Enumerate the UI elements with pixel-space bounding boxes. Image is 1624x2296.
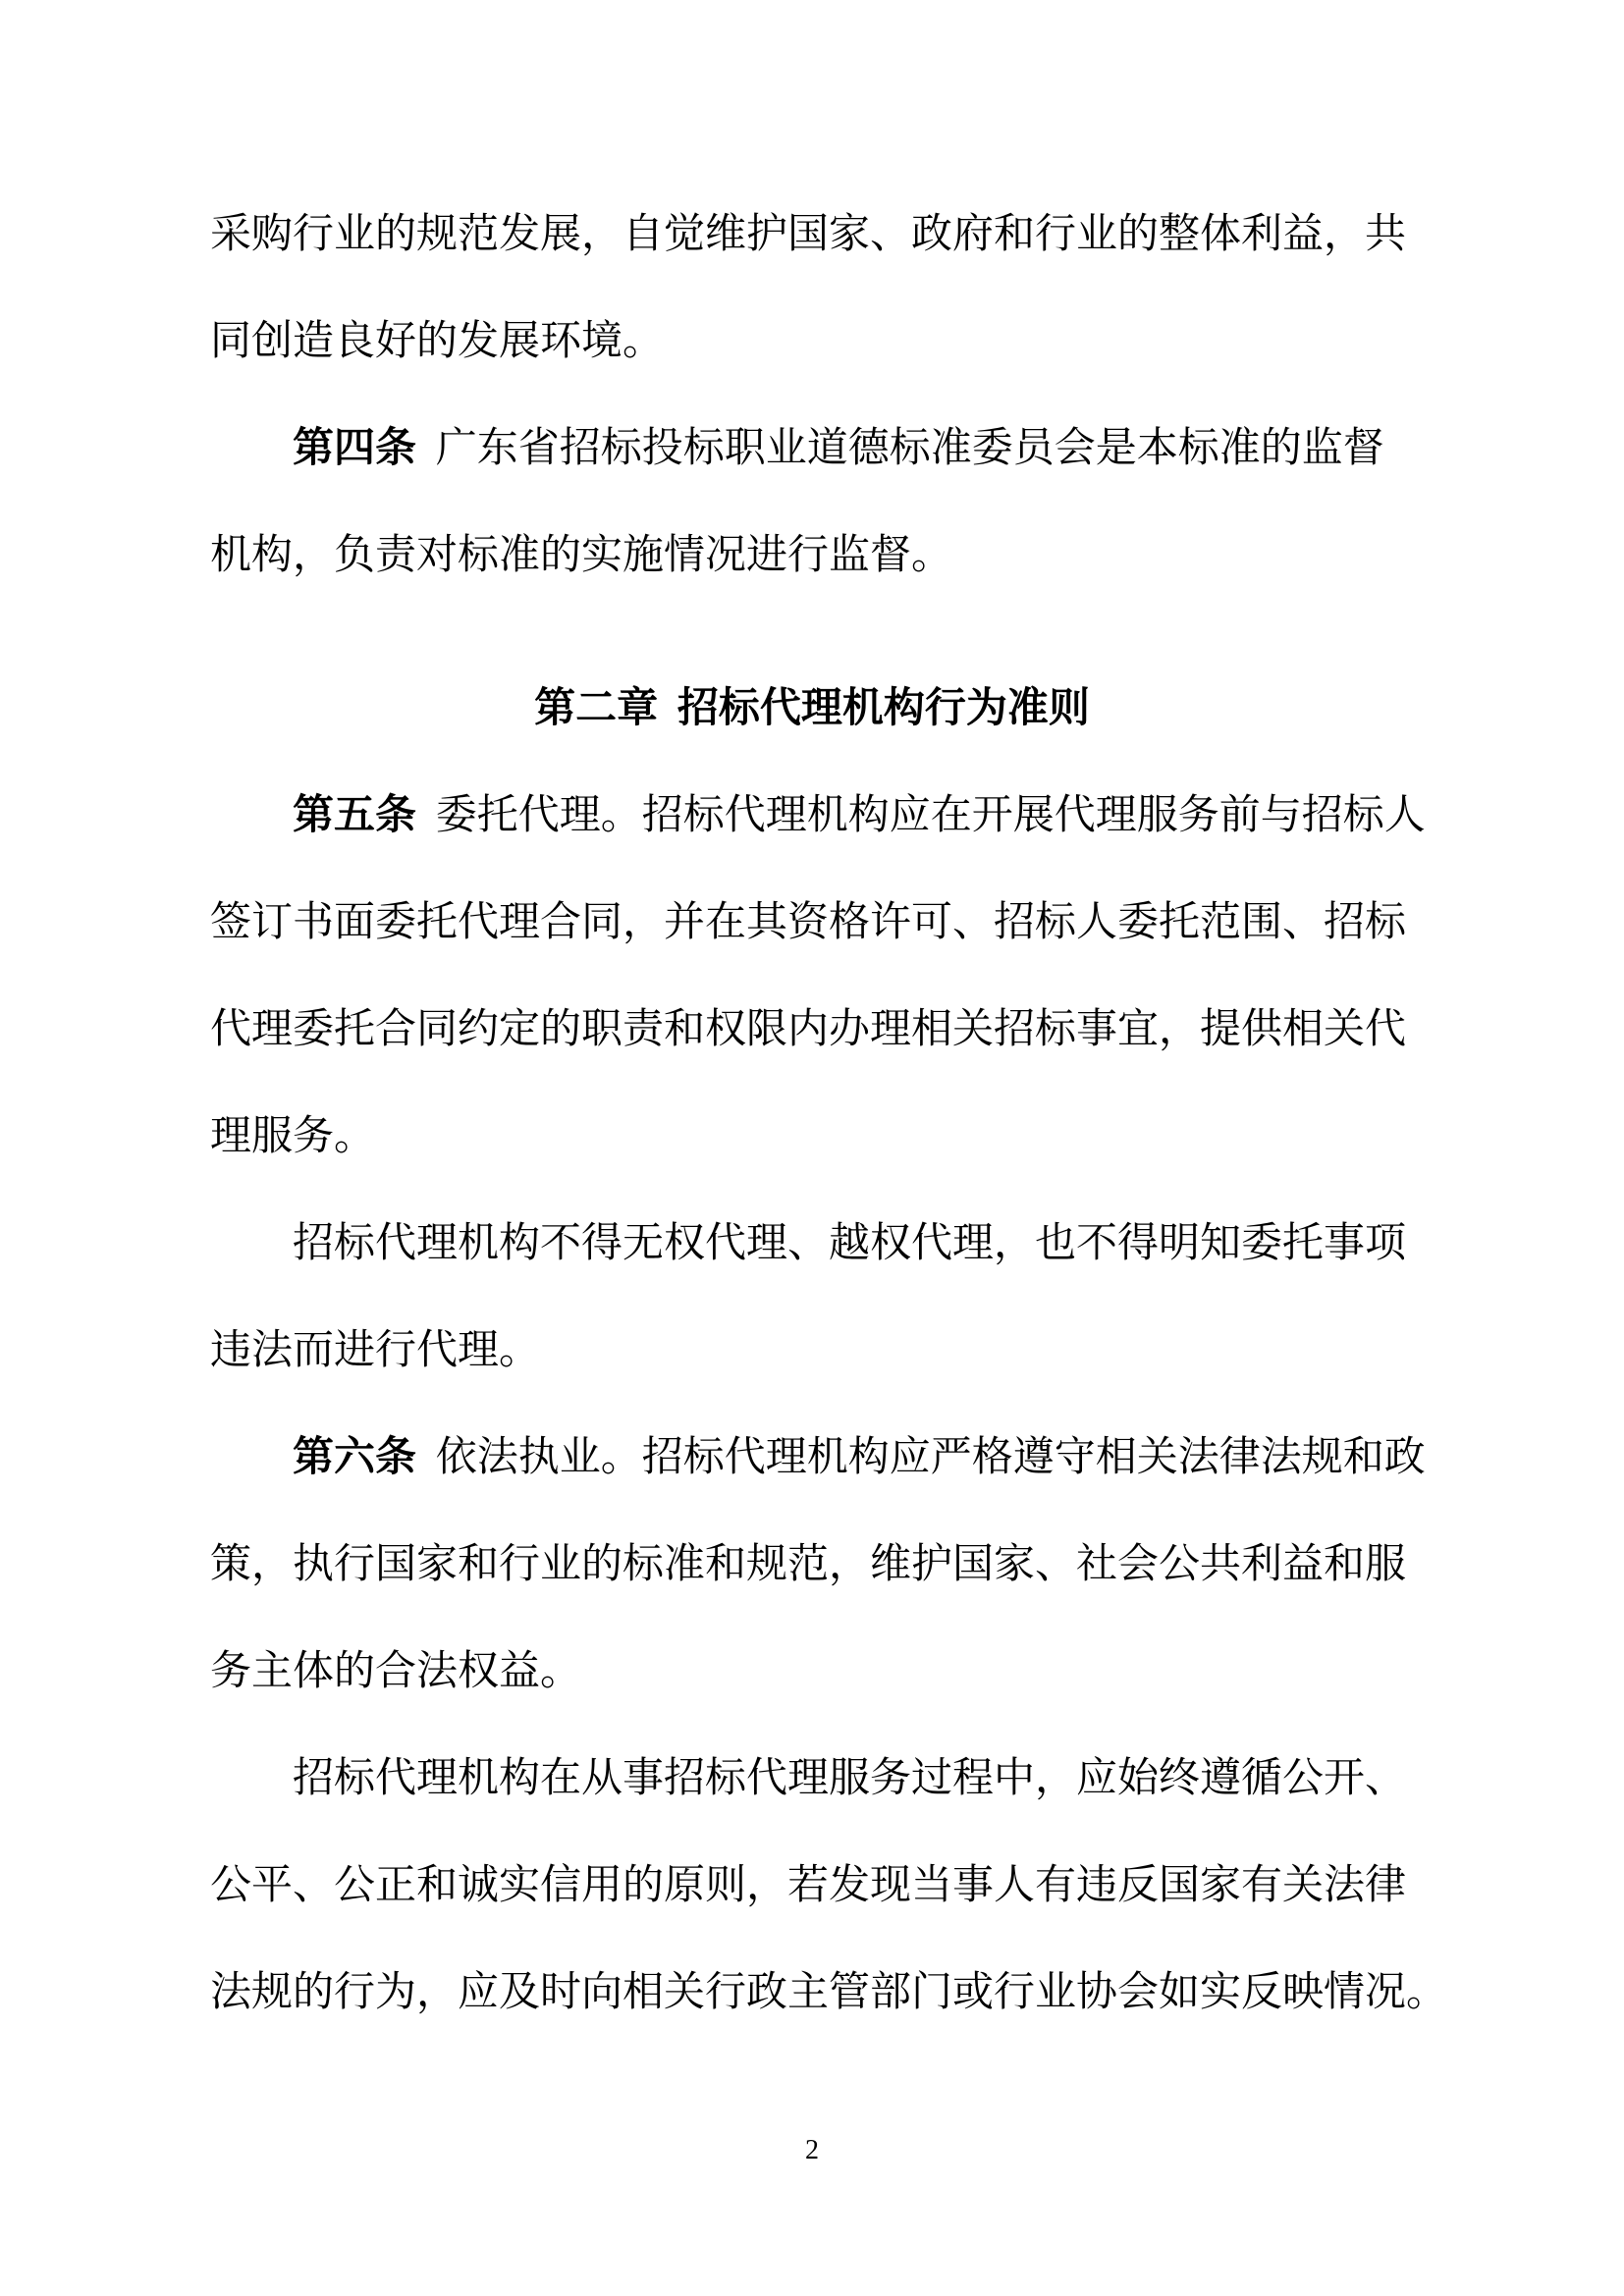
line-text: 策，执行国家和行业的标准和规范，维护国家、社会公共利益和服 — [210, 1540, 1407, 1586]
line-text: 机构，负责对标准的实施情况进行监督。 — [210, 531, 953, 577]
document-line — [210, 1189, 1414, 1296]
line-text: 委托代理。招标代理机构应在开展代理服务前与招标人 — [435, 791, 1426, 837]
line-text: 务主体的合法权益。 — [210, 1647, 582, 1693]
line-text: 代理委托合同约定的职责和权限内办理相关招标事宜，提供相关代 — [210, 1005, 1407, 1051]
line-text: 招标代理机构在从事招标代理服务过程中，应始终遵循公开、 — [293, 1754, 1407, 1800]
document-line — [210, 1082, 1414, 1189]
chapter-heading — [210, 654, 1414, 761]
document-body — [210, 180, 1448, 2045]
line-text: 公平、公正和诚实信用的原则，若发现当事人有违反国家有关法律 — [210, 1861, 1407, 1907]
line-text: 依法执业。招标代理机构应严格遵守相关法律法规和政 — [435, 1433, 1426, 1479]
document-line — [210, 1296, 1414, 1403]
line-text: 广东省招标投标职业道德标准委员会是本标准的监督 — [435, 424, 1384, 470]
page-number: 2 — [805, 2135, 819, 2165]
line-text: 采购行业的规范发展，自觉维护国家、政府和行业的整体利益，共 — [210, 210, 1407, 256]
document-line — [210, 1938, 1448, 2045]
article-number: 第四条 — [293, 424, 417, 470]
line-text: 签订书面委托代理合同，并在其资格许可、招标人委托范围、招标 — [210, 898, 1407, 944]
line-text: 同创造良好的发展环境。 — [210, 317, 665, 363]
document-line — [210, 1617, 1414, 1724]
article-number: 第六条 — [293, 1433, 417, 1479]
document-line — [210, 501, 1414, 608]
document-line — [210, 1403, 1426, 1510]
document-line — [210, 394, 1414, 501]
document-line — [210, 180, 1414, 287]
document-line — [210, 761, 1426, 868]
document-line — [210, 868, 1414, 975]
line-text: 法规的行为，应及时向相关行政主管部门或行业协会如实反映情况。 — [210, 1968, 1448, 2014]
document-line — [210, 1510, 1414, 1617]
line-text: 理服务。 — [210, 1112, 376, 1158]
document-line — [210, 975, 1414, 1082]
line-text: 招标代理机构不得无权代理、越权代理，也不得明知委托事项 — [293, 1219, 1407, 1265]
document-line — [210, 287, 1414, 394]
chapter-heading-text: 第二章 招标代理机构行为准则 — [534, 684, 1090, 730]
document-line — [210, 1724, 1414, 1831]
line-text: 违法而进行代理。 — [210, 1326, 541, 1372]
article-number: 第五条 — [293, 791, 417, 837]
document-line — [210, 1831, 1414, 1938]
